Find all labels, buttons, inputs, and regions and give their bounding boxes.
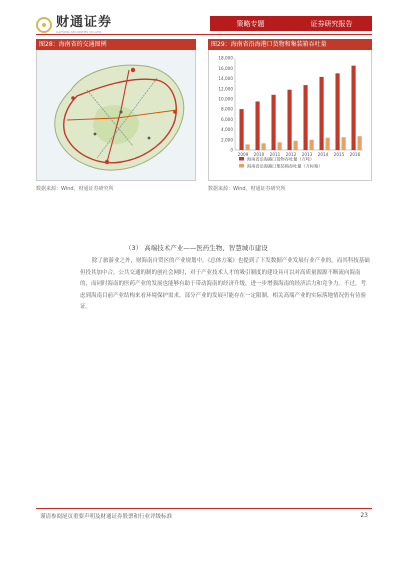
y-tick-label: 0: [230, 147, 233, 153]
brand-emblem-icon: [36, 17, 52, 33]
y-tick-label: 8,000: [221, 106, 233, 112]
y-tick-label: 4,000: [221, 127, 233, 133]
bar-cargo: [271, 95, 275, 150]
figure-port-chart: [208, 39, 372, 181]
bar-cargo: [319, 77, 323, 150]
page-number: 23: [360, 512, 368, 519]
y-tick-labels: [218, 56, 233, 153]
bar-container: [278, 142, 282, 150]
report-header-bar: [210, 16, 372, 31]
bar-container: [310, 140, 314, 150]
y-tick-label: 16,000: [218, 65, 233, 71]
legend-swatch: [239, 157, 244, 161]
bar-cargo: [303, 85, 307, 150]
y-tick-label: 2,000: [221, 137, 233, 143]
brand-name: 财通证券: [56, 15, 113, 30]
bar-container: [358, 136, 362, 150]
bar-cargo: [239, 109, 243, 150]
bar-container: [342, 137, 346, 150]
legend-swatch: [239, 164, 244, 168]
brand-subtitle: CAITONG SECURITIES CO.,LTD.: [56, 30, 102, 34]
figure-title: 图28：海南省的交通图例: [36, 39, 196, 50]
y-tick-label: 6,000: [221, 116, 233, 122]
chart-legend: [239, 155, 322, 169]
paragraph-text: 除了旅游业之外，财海南自贸区的产业规划中，《总体方案》也提到了下发数据产业发展行业产业的，而其科技基础但投其加中合，公共交通的制的创社会网时，对于产业技术人才的吸引制度的建设具可以对高质量源源不断流向海南的，而同时海南的医药产业的发展也能够有助于带动海南的经济升级，进一步增强海南的经济活力和竞争力。不过，考虑到海南目前产业结构来看环境保护需求，部分产业的发展可能存在一定限制，相关高端产业的实际落地情况仍有待验证。: [80, 258, 370, 310]
x-tick-label: 2011: [269, 152, 281, 157]
bar-cargo: [351, 66, 355, 150]
figure-title: 图29：海南省沿海港口货物和集装箱吞吐量: [208, 39, 372, 50]
bar-container: [326, 138, 330, 150]
bar-cargo: [255, 101, 259, 150]
x-tick-label: 2014: [317, 152, 329, 157]
bar-container: [246, 144, 250, 150]
chart-panel: [208, 50, 372, 181]
report-category: 策略专题: [236, 19, 265, 28]
figure-right-source: 数据来源：Wind，财通证券研究所: [208, 186, 286, 192]
footer-divider: [36, 508, 372, 509]
body-paragraph: [80, 256, 370, 314]
figure-transport-map: [36, 39, 196, 181]
x-tick-label: 2012: [285, 152, 297, 157]
hainan-map-image: [37, 50, 195, 180]
report-type: 证券研究报告: [310, 19, 353, 28]
brand-logo: [36, 16, 112, 34]
x-tick-label: 2016: [349, 152, 361, 157]
bar-cargo: [335, 73, 339, 150]
figure-left-source: 数据来源：Wind，财通证券研究所: [36, 186, 114, 192]
legend-label: 海南省沿海港口集装箱吞吐量（万标箱）: [247, 163, 323, 169]
y-tick-label: 12,000: [218, 86, 233, 92]
header-divider: [36, 34, 372, 35]
bar-container: [262, 143, 266, 150]
y-tick-label: 18,000: [218, 55, 233, 61]
bar-chart: [209, 50, 371, 180]
footer-disclaimer: 谨请参阅尾页重要声明及财通证券股票和行业评级标准: [40, 514, 173, 520]
x-tick-label: 2013: [301, 152, 313, 157]
y-tick-label: 14,000: [218, 76, 233, 82]
bar-series: [239, 66, 361, 150]
bar-container: [294, 141, 298, 150]
x-tick-label: 2015: [333, 152, 345, 157]
map-panel: [36, 50, 196, 181]
y-tick-label: 10,000: [218, 96, 233, 102]
x-tick-label: 2009: [237, 152, 249, 157]
x-tick-label: 2010: [253, 152, 265, 157]
bar-cargo: [287, 90, 291, 150]
section-heading: （3） 高端技术产业——医药生物、智慧城市建设: [125, 244, 268, 252]
legend-label: 海南省沿海港口货物吞吐量（万吨）: [247, 156, 315, 162]
